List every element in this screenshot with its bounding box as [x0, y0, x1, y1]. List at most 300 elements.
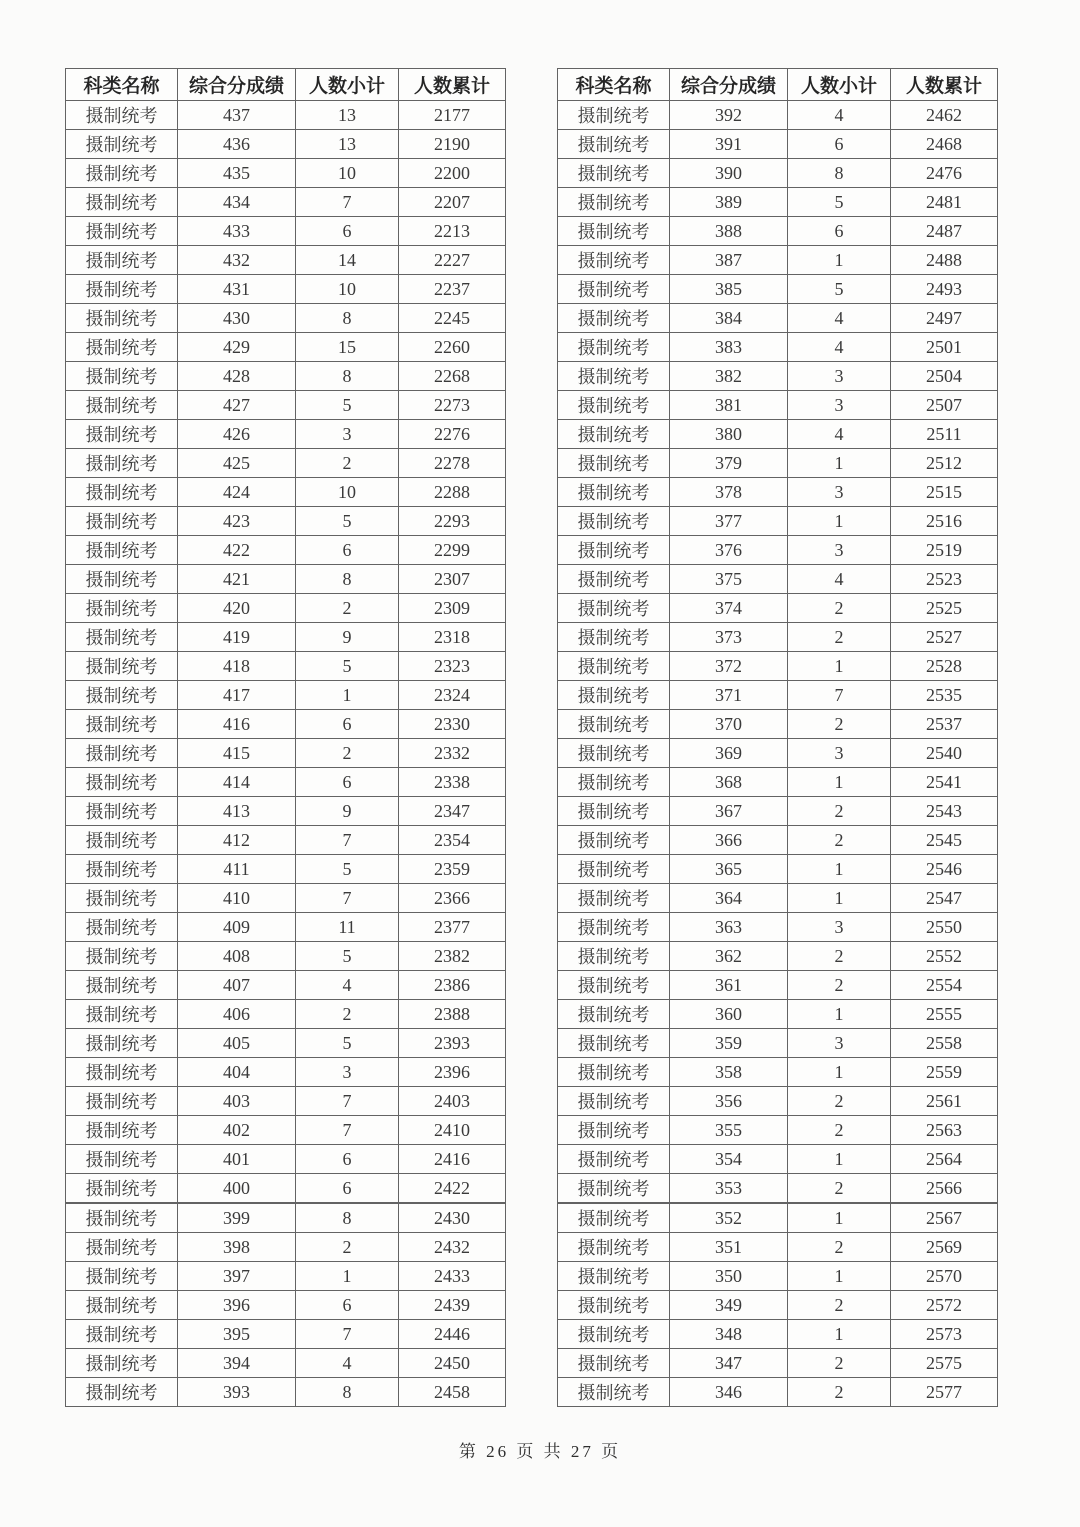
table-cell: 1 — [296, 681, 399, 710]
table-cell: 摄制统考 — [558, 565, 670, 594]
table-cell: 367 — [670, 797, 788, 826]
table-cell: 435 — [178, 159, 296, 188]
table-cell: 401 — [178, 1145, 296, 1174]
table-cell: 8 — [296, 565, 399, 594]
table-row — [66, 1145, 506, 1174]
table-cell: 2 — [788, 942, 891, 971]
table-cell: 6 — [296, 768, 399, 797]
table-row — [66, 826, 506, 855]
table-cell: 2403 — [399, 1087, 506, 1116]
table-row — [558, 536, 998, 565]
table-cell: 2354 — [399, 826, 506, 855]
table-cell: 摄制统考 — [66, 1320, 178, 1349]
table-cell: 7 — [296, 826, 399, 855]
table-cell: 2347 — [399, 797, 506, 826]
table-body-right — [558, 101, 998, 1407]
table-cell: 2 — [788, 1116, 891, 1145]
table-cell: 2523 — [891, 565, 998, 594]
table-cell: 1 — [296, 1262, 399, 1291]
table-cell: 摄制统考 — [66, 1087, 178, 1116]
table-cell: 摄制统考 — [66, 101, 178, 130]
table-cell: 402 — [178, 1116, 296, 1145]
table-cell: 9 — [296, 623, 399, 652]
table-cell: 3 — [296, 420, 399, 449]
table-cell: 2 — [296, 739, 399, 768]
table-cell: 406 — [178, 1000, 296, 1029]
table-cell: 395 — [178, 1320, 296, 1349]
table-row — [558, 594, 998, 623]
table-row — [558, 826, 998, 855]
table-row — [66, 681, 506, 710]
table-cell: 2543 — [891, 797, 998, 826]
table-cell: 2537 — [891, 710, 998, 739]
table-cell: 1 — [788, 1000, 891, 1029]
table-cell: 摄制统考 — [66, 420, 178, 449]
table-cell: 390 — [670, 159, 788, 188]
table-row — [558, 797, 998, 826]
table-cell: 2293 — [399, 507, 506, 536]
table-cell: 2 — [788, 971, 891, 1000]
table-cell: 375 — [670, 565, 788, 594]
table-cell: 摄制统考 — [66, 217, 178, 246]
table-cell: 370 — [670, 710, 788, 739]
table-cell: 7 — [296, 884, 399, 913]
table-cell: 摄制统考 — [558, 1116, 670, 1145]
table-cell: 2519 — [891, 536, 998, 565]
table-cell: 2 — [788, 1087, 891, 1116]
table-cell: 432 — [178, 246, 296, 275]
table-cell: 2462 — [891, 101, 998, 130]
table-cell: 摄制统考 — [66, 1145, 178, 1174]
table-row — [558, 884, 998, 913]
table-cell: 436 — [178, 130, 296, 159]
table-cell: 2541 — [891, 768, 998, 797]
table-row — [558, 1058, 998, 1087]
table-row — [66, 333, 506, 362]
table-cell: 4 — [788, 304, 891, 333]
table-row — [558, 1233, 998, 1262]
table-cell: 6 — [296, 1145, 399, 1174]
table-cell: 3 — [788, 739, 891, 768]
table-cell: 10 — [296, 275, 399, 304]
table-cell: 1 — [788, 1262, 891, 1291]
table-cell: 摄制统考 — [558, 768, 670, 797]
table-row — [66, 478, 506, 507]
table-cell: 1 — [788, 855, 891, 884]
table-cell: 3 — [788, 478, 891, 507]
table-cell: 368 — [670, 768, 788, 797]
table-cell: 摄制统考 — [66, 1203, 178, 1233]
table-cell: 摄制统考 — [558, 536, 670, 565]
table-row — [66, 275, 506, 304]
table-cell: 5 — [296, 1029, 399, 1058]
table-cell: 428 — [178, 362, 296, 391]
table-row — [66, 188, 506, 217]
table-cell: 摄制统考 — [558, 1174, 670, 1204]
table-cell: 376 — [670, 536, 788, 565]
table-cell: 摄制统考 — [558, 884, 670, 913]
table-cell: 2213 — [399, 217, 506, 246]
table-cell: 8 — [788, 159, 891, 188]
table-cell: 433 — [178, 217, 296, 246]
table-cell: 2177 — [399, 101, 506, 130]
table-cell: 摄制统考 — [558, 1349, 670, 1378]
table-row — [558, 362, 998, 391]
table-cell: 381 — [670, 391, 788, 420]
table-cell: 2554 — [891, 971, 998, 1000]
table-cell: 摄制统考 — [558, 1029, 670, 1058]
table-cell: 373 — [670, 623, 788, 652]
table-row — [558, 246, 998, 275]
table-cell: 1 — [788, 768, 891, 797]
table-cell: 摄制统考 — [66, 304, 178, 333]
table-body-left — [66, 101, 506, 1407]
table-cell: 摄制统考 — [66, 362, 178, 391]
table-cell: 405 — [178, 1029, 296, 1058]
table-cell: 摄制统考 — [66, 478, 178, 507]
table-cell: 2570 — [891, 1262, 998, 1291]
table-cell: 425 — [178, 449, 296, 478]
table-cell: 2540 — [891, 739, 998, 768]
table-row — [558, 623, 998, 652]
table-cell: 419 — [178, 623, 296, 652]
table-row — [66, 1029, 506, 1058]
table-cell: 1 — [788, 449, 891, 478]
table-cell: 摄制统考 — [558, 101, 670, 130]
table-cell: 2573 — [891, 1320, 998, 1349]
table-cell: 摄制统考 — [558, 1203, 670, 1233]
column-header-subtotal: 人数小计 — [788, 69, 891, 101]
table-cell: 2488 — [891, 246, 998, 275]
table-cell: 摄制统考 — [66, 797, 178, 826]
table-cell: 摄制统考 — [558, 942, 670, 971]
table-cell: 6 — [296, 1291, 399, 1320]
table-row — [558, 449, 998, 478]
table-cell: 2 — [788, 1349, 891, 1378]
table-row — [66, 1233, 506, 1262]
table-row — [558, 1116, 998, 1145]
table-cell: 摄制统考 — [66, 1378, 178, 1407]
table-cell: 407 — [178, 971, 296, 1000]
table-row — [558, 1262, 998, 1291]
table-cell: 5 — [296, 652, 399, 681]
table-cell: 7 — [296, 188, 399, 217]
table-cell: 摄制统考 — [66, 1029, 178, 1058]
table-cell: 358 — [670, 1058, 788, 1087]
table-cell: 2511 — [891, 420, 998, 449]
table-cell: 398 — [178, 1233, 296, 1262]
table-cell: 2550 — [891, 913, 998, 942]
score-table-right — [557, 68, 998, 1407]
table-cell: 2546 — [891, 855, 998, 884]
table-cell: 413 — [178, 797, 296, 826]
table-row — [558, 681, 998, 710]
table-cell: 2288 — [399, 478, 506, 507]
table-cell: 387 — [670, 246, 788, 275]
table-cell: 摄制统考 — [66, 942, 178, 971]
table-cell: 2566 — [891, 1174, 998, 1204]
table-cell: 摄制统考 — [558, 1233, 670, 1262]
table-cell: 2547 — [891, 884, 998, 913]
table-cell: 摄制统考 — [558, 594, 670, 623]
table-cell: 摄制统考 — [558, 362, 670, 391]
table-cell: 摄制统考 — [558, 971, 670, 1000]
table-row — [66, 971, 506, 1000]
table-cell: 9 — [296, 797, 399, 826]
table-row — [558, 710, 998, 739]
table-cell: 2207 — [399, 188, 506, 217]
table-cell: 364 — [670, 884, 788, 913]
table-cell: 2332 — [399, 739, 506, 768]
table-cell: 摄制统考 — [66, 275, 178, 304]
table-row — [558, 971, 998, 1000]
table-cell: 353 — [670, 1174, 788, 1204]
table-cell: 378 — [670, 478, 788, 507]
table-cell: 2458 — [399, 1378, 506, 1407]
table-cell: 摄制统考 — [66, 768, 178, 797]
table-cell: 1 — [788, 1320, 891, 1349]
table-cell: 2487 — [891, 217, 998, 246]
table-cell: 2386 — [399, 971, 506, 1000]
table-cell: 2433 — [399, 1262, 506, 1291]
table-cell: 2450 — [399, 1349, 506, 1378]
table-cell: 3 — [296, 1058, 399, 1087]
table-cell: 摄制统考 — [66, 652, 178, 681]
table-cell: 349 — [670, 1291, 788, 1320]
table-cell: 3 — [788, 391, 891, 420]
table-cell: 420 — [178, 594, 296, 623]
table-cell: 7 — [296, 1320, 399, 1349]
table-cell: 摄制统考 — [558, 507, 670, 536]
table-cell: 2 — [296, 1233, 399, 1262]
table-cell: 4 — [788, 420, 891, 449]
table-cell: 394 — [178, 1349, 296, 1378]
table-cell: 2567 — [891, 1203, 998, 1233]
table-cell: 2396 — [399, 1058, 506, 1087]
table-row — [66, 1349, 506, 1378]
table-cell: 2516 — [891, 507, 998, 536]
table-row — [558, 1349, 998, 1378]
table-row — [558, 507, 998, 536]
table-cell: 摄制统考 — [66, 565, 178, 594]
table-row — [66, 1203, 506, 1233]
table-cell: 2430 — [399, 1203, 506, 1233]
table-cell: 2563 — [891, 1116, 998, 1145]
table-cell: 摄制统考 — [558, 1145, 670, 1174]
table-cell: 2245 — [399, 304, 506, 333]
table-row — [66, 1000, 506, 1029]
table-cell: 350 — [670, 1262, 788, 1291]
table-cell: 摄制统考 — [66, 536, 178, 565]
table-cell: 摄制统考 — [66, 333, 178, 362]
table-cell: 2227 — [399, 246, 506, 275]
table-cell: 388 — [670, 217, 788, 246]
table-cell: 374 — [670, 594, 788, 623]
table-cell: 385 — [670, 275, 788, 304]
table-cell: 2493 — [891, 275, 998, 304]
table-cell: 2422 — [399, 1174, 506, 1204]
table-cell: 412 — [178, 826, 296, 855]
table-cell: 352 — [670, 1203, 788, 1233]
table-cell: 418 — [178, 652, 296, 681]
table-cell: 10 — [296, 478, 399, 507]
table-cell: 5 — [296, 507, 399, 536]
table-row — [66, 1116, 506, 1145]
table-row — [66, 130, 506, 159]
table-cell: 393 — [178, 1378, 296, 1407]
table-cell: 2359 — [399, 855, 506, 884]
table-cell: 4 — [296, 971, 399, 1000]
table-cell: 416 — [178, 710, 296, 739]
table-cell: 422 — [178, 536, 296, 565]
table-cell: 2338 — [399, 768, 506, 797]
table-cell: 2 — [788, 594, 891, 623]
table-cell: 摄制统考 — [558, 420, 670, 449]
table-cell: 2507 — [891, 391, 998, 420]
table-cell: 摄制统考 — [558, 1058, 670, 1087]
table-cell: 摄制统考 — [66, 1058, 178, 1087]
table-cell: 摄制统考 — [558, 275, 670, 304]
table-cell: 2468 — [891, 130, 998, 159]
table-row — [66, 710, 506, 739]
table-row — [66, 362, 506, 391]
table-cell: 351 — [670, 1233, 788, 1262]
table-cell: 摄制统考 — [66, 507, 178, 536]
table-cell: 355 — [670, 1116, 788, 1145]
table-cell: 399 — [178, 1203, 296, 1233]
table-cell: 摄制统考 — [558, 1378, 670, 1407]
table-cell: 2388 — [399, 1000, 506, 1029]
table-row — [66, 739, 506, 768]
table-cell: 6 — [296, 536, 399, 565]
table-cell: 372 — [670, 652, 788, 681]
table-cell: 2309 — [399, 594, 506, 623]
table-cell: 摄制统考 — [558, 246, 670, 275]
table-row — [558, 101, 998, 130]
column-header-category: 科类名称 — [66, 69, 178, 101]
table-cell: 摄制统考 — [558, 188, 670, 217]
table-cell: 摄制统考 — [66, 623, 178, 652]
column-header-subtotal: 人数小计 — [296, 69, 399, 101]
table-cell: 409 — [178, 913, 296, 942]
table-cell: 363 — [670, 913, 788, 942]
table-cell: 2481 — [891, 188, 998, 217]
table-cell: 摄制统考 — [66, 159, 178, 188]
table-cell: 400 — [178, 1174, 296, 1204]
table-row — [558, 652, 998, 681]
table-cell: 415 — [178, 739, 296, 768]
table-row — [66, 652, 506, 681]
score-table-left — [65, 68, 506, 1407]
column-header-cumulative: 人数累计 — [399, 69, 506, 101]
table-cell: 摄制统考 — [558, 1291, 670, 1320]
table-row — [558, 1291, 998, 1320]
table-cell: 2273 — [399, 391, 506, 420]
table-cell: 2 — [788, 1291, 891, 1320]
table-row — [66, 1320, 506, 1349]
table-cell: 5 — [788, 275, 891, 304]
table-cell: 3 — [788, 1029, 891, 1058]
table-cell: 2276 — [399, 420, 506, 449]
table-row — [558, 768, 998, 797]
table-cell: 2 — [788, 1233, 891, 1262]
table-cell: 2504 — [891, 362, 998, 391]
table-cell: 1 — [788, 507, 891, 536]
table-row — [558, 188, 998, 217]
table-cell: 13 — [296, 101, 399, 130]
table-cell: 2299 — [399, 536, 506, 565]
table-cell: 2497 — [891, 304, 998, 333]
table-cell: 361 — [670, 971, 788, 1000]
table-cell: 15 — [296, 333, 399, 362]
table-cell: 377 — [670, 507, 788, 536]
table-header-row — [558, 69, 998, 101]
table-cell: 391 — [670, 130, 788, 159]
table-cell: 2382 — [399, 942, 506, 971]
table-row — [66, 1378, 506, 1407]
table-cell: 2525 — [891, 594, 998, 623]
table-cell: 摄制统考 — [66, 1349, 178, 1378]
table-cell: 2577 — [891, 1378, 998, 1407]
table-cell: 2260 — [399, 333, 506, 362]
table-cell: 2307 — [399, 565, 506, 594]
table-row — [66, 391, 506, 420]
table-cell: 411 — [178, 855, 296, 884]
table-cell: 389 — [670, 188, 788, 217]
table-cell: 摄制统考 — [558, 710, 670, 739]
table-cell: 摄制统考 — [558, 478, 670, 507]
table-cell: 2 — [296, 1000, 399, 1029]
table-cell: 5 — [296, 942, 399, 971]
table-header-row — [66, 69, 506, 101]
table-cell: 348 — [670, 1320, 788, 1349]
table-row — [558, 1145, 998, 1174]
table-cell: 414 — [178, 768, 296, 797]
table-cell: 摄制统考 — [66, 391, 178, 420]
table-cell: 365 — [670, 855, 788, 884]
table-row — [558, 1378, 998, 1407]
table-cell: 8 — [296, 304, 399, 333]
table-cell: 11 — [296, 913, 399, 942]
table-cell: 2515 — [891, 478, 998, 507]
table-row — [66, 623, 506, 652]
table-row — [66, 768, 506, 797]
table-cell: 14 — [296, 246, 399, 275]
table-cell: 2 — [296, 594, 399, 623]
table-cell: 摄制统考 — [66, 1174, 178, 1204]
table-cell: 3 — [788, 536, 891, 565]
table-cell: 379 — [670, 449, 788, 478]
table-cell: 1 — [788, 1058, 891, 1087]
table-row — [66, 1174, 506, 1204]
table-cell: 404 — [178, 1058, 296, 1087]
table-row — [558, 159, 998, 188]
table-cell: 2512 — [891, 449, 998, 478]
table-cell: 4 — [788, 101, 891, 130]
table-row — [558, 130, 998, 159]
column-header-score: 综合分成绩 — [178, 69, 296, 101]
table-row — [558, 1000, 998, 1029]
table-cell: 4 — [788, 333, 891, 362]
table-cell: 6 — [296, 710, 399, 739]
table-row — [66, 884, 506, 913]
table-cell: 摄制统考 — [558, 652, 670, 681]
table-cell: 摄制统考 — [66, 1262, 178, 1291]
table-cell: 7 — [296, 1087, 399, 1116]
table-row — [66, 159, 506, 188]
table-cell: 2535 — [891, 681, 998, 710]
table-row — [66, 1291, 506, 1320]
